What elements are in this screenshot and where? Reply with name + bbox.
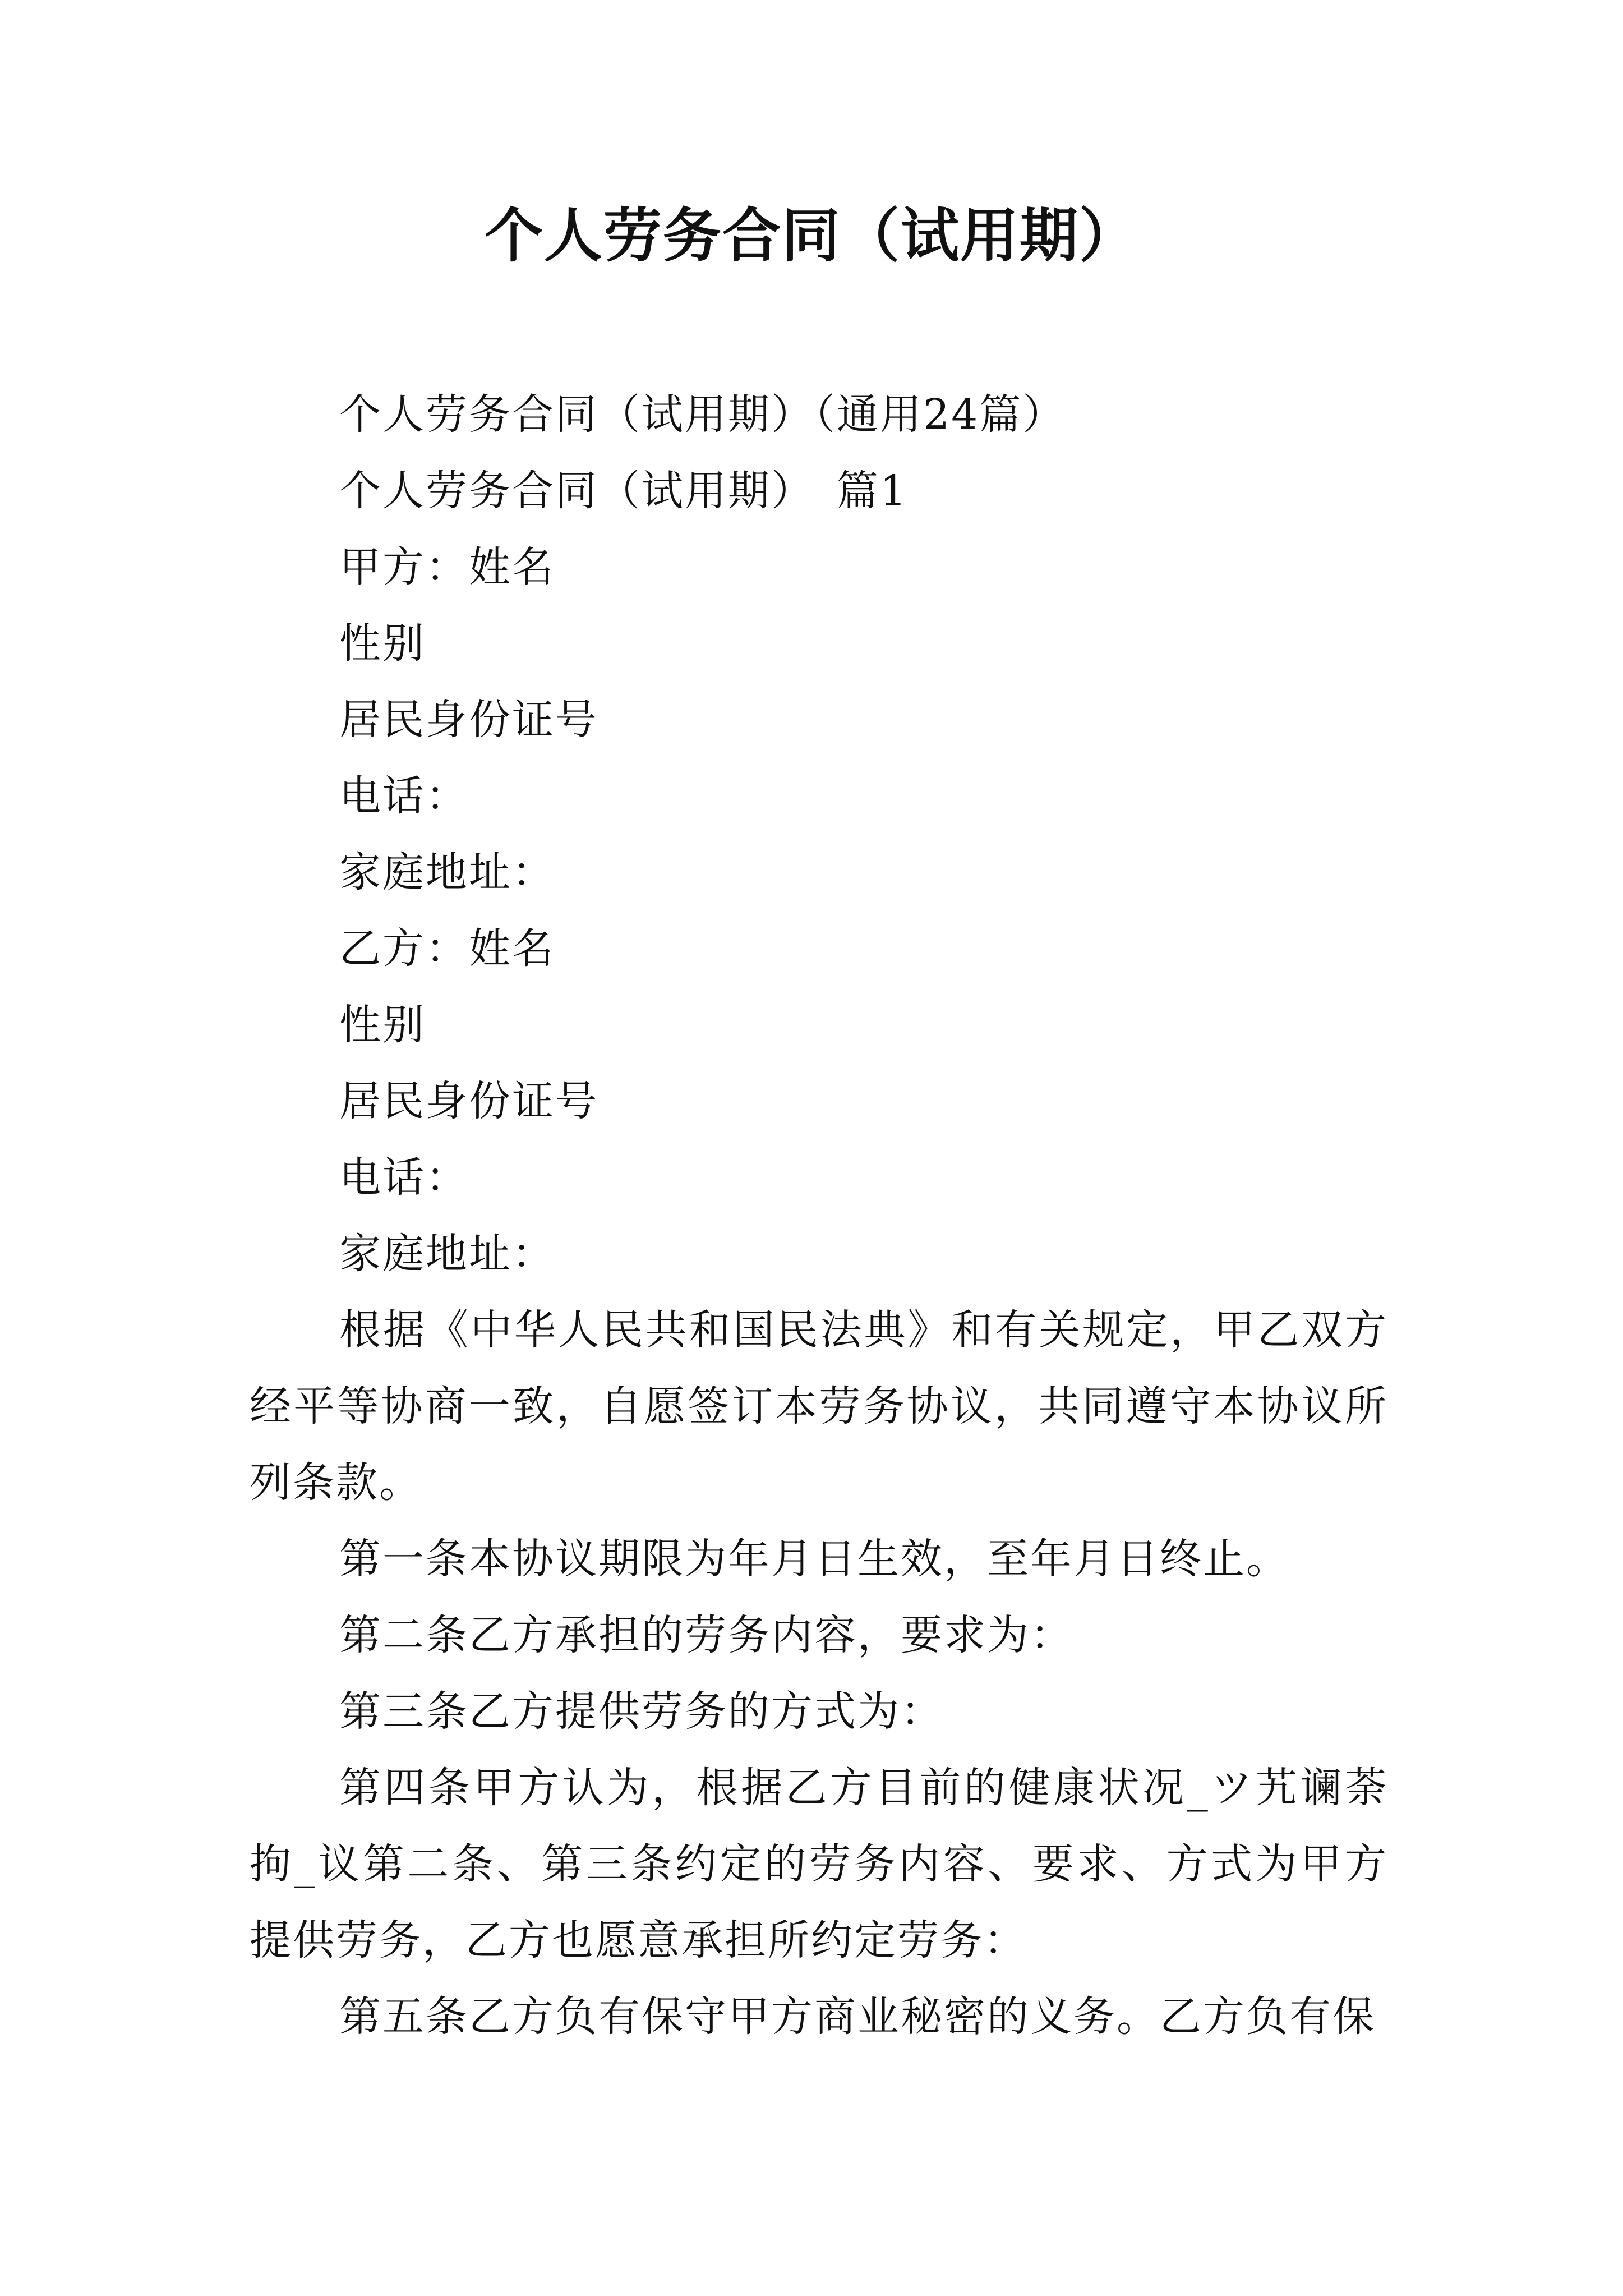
party-a-address: 家庭地址：: [339, 848, 555, 896]
paragraph-preamble: 根据《中华人民共和国民法典》和有关规定，甲乙双方经平等协商一致，自愿签订本劳务协议，共同遵守本协议所列条款。: [250, 1306, 1388, 1507]
party-b-gender: 性别: [339, 1001, 426, 1049]
party-a-gender: 性别: [339, 619, 426, 668]
article-1: 第一条本协议期限为年月日生效，至年月日终止。: [339, 1535, 1289, 1583]
article-4: 第四条甲方认为，根据乙方目前的健康状况_ツ艽谰荼拘_议第二条、第三条约定的劳务内容、要求、方式为甲方提供劳务，乙方也愿意承担所约定劳务：: [250, 1764, 1388, 1964]
article-2: 第二条乙方承担的劳务内容，要求为：: [339, 1611, 1073, 1659]
document-body: [250, 376, 1388, 2055]
party-a-name: 甲方：姓名: [339, 543, 555, 591]
paragraph-subtitle: 个人劳务合同（试用期）（通用24篇）: [339, 390, 1066, 439]
document-title: 个人劳务合同（试用期）: [484, 201, 1138, 270]
party-b-name: 乙方：姓名: [339, 924, 555, 973]
paragraph-section-heading: 个人劳务合同（试用期） 篇1: [339, 467, 909, 515]
article-5: 第五条乙方负有保守甲方商业秘密的义务。乙方负有保: [339, 1993, 1376, 2041]
article-3: 第三条乙方提供劳务的方式为：: [339, 1687, 944, 1736]
party-a-id-number: 居民身份证号: [339, 696, 598, 744]
party-b-id-number: 居民身份证号: [339, 1077, 598, 1125]
party-b-phone: 电话：: [339, 1153, 469, 1202]
party-a-phone: 电话：: [339, 772, 469, 820]
party-b-address: 家庭地址：: [339, 1230, 555, 1278]
